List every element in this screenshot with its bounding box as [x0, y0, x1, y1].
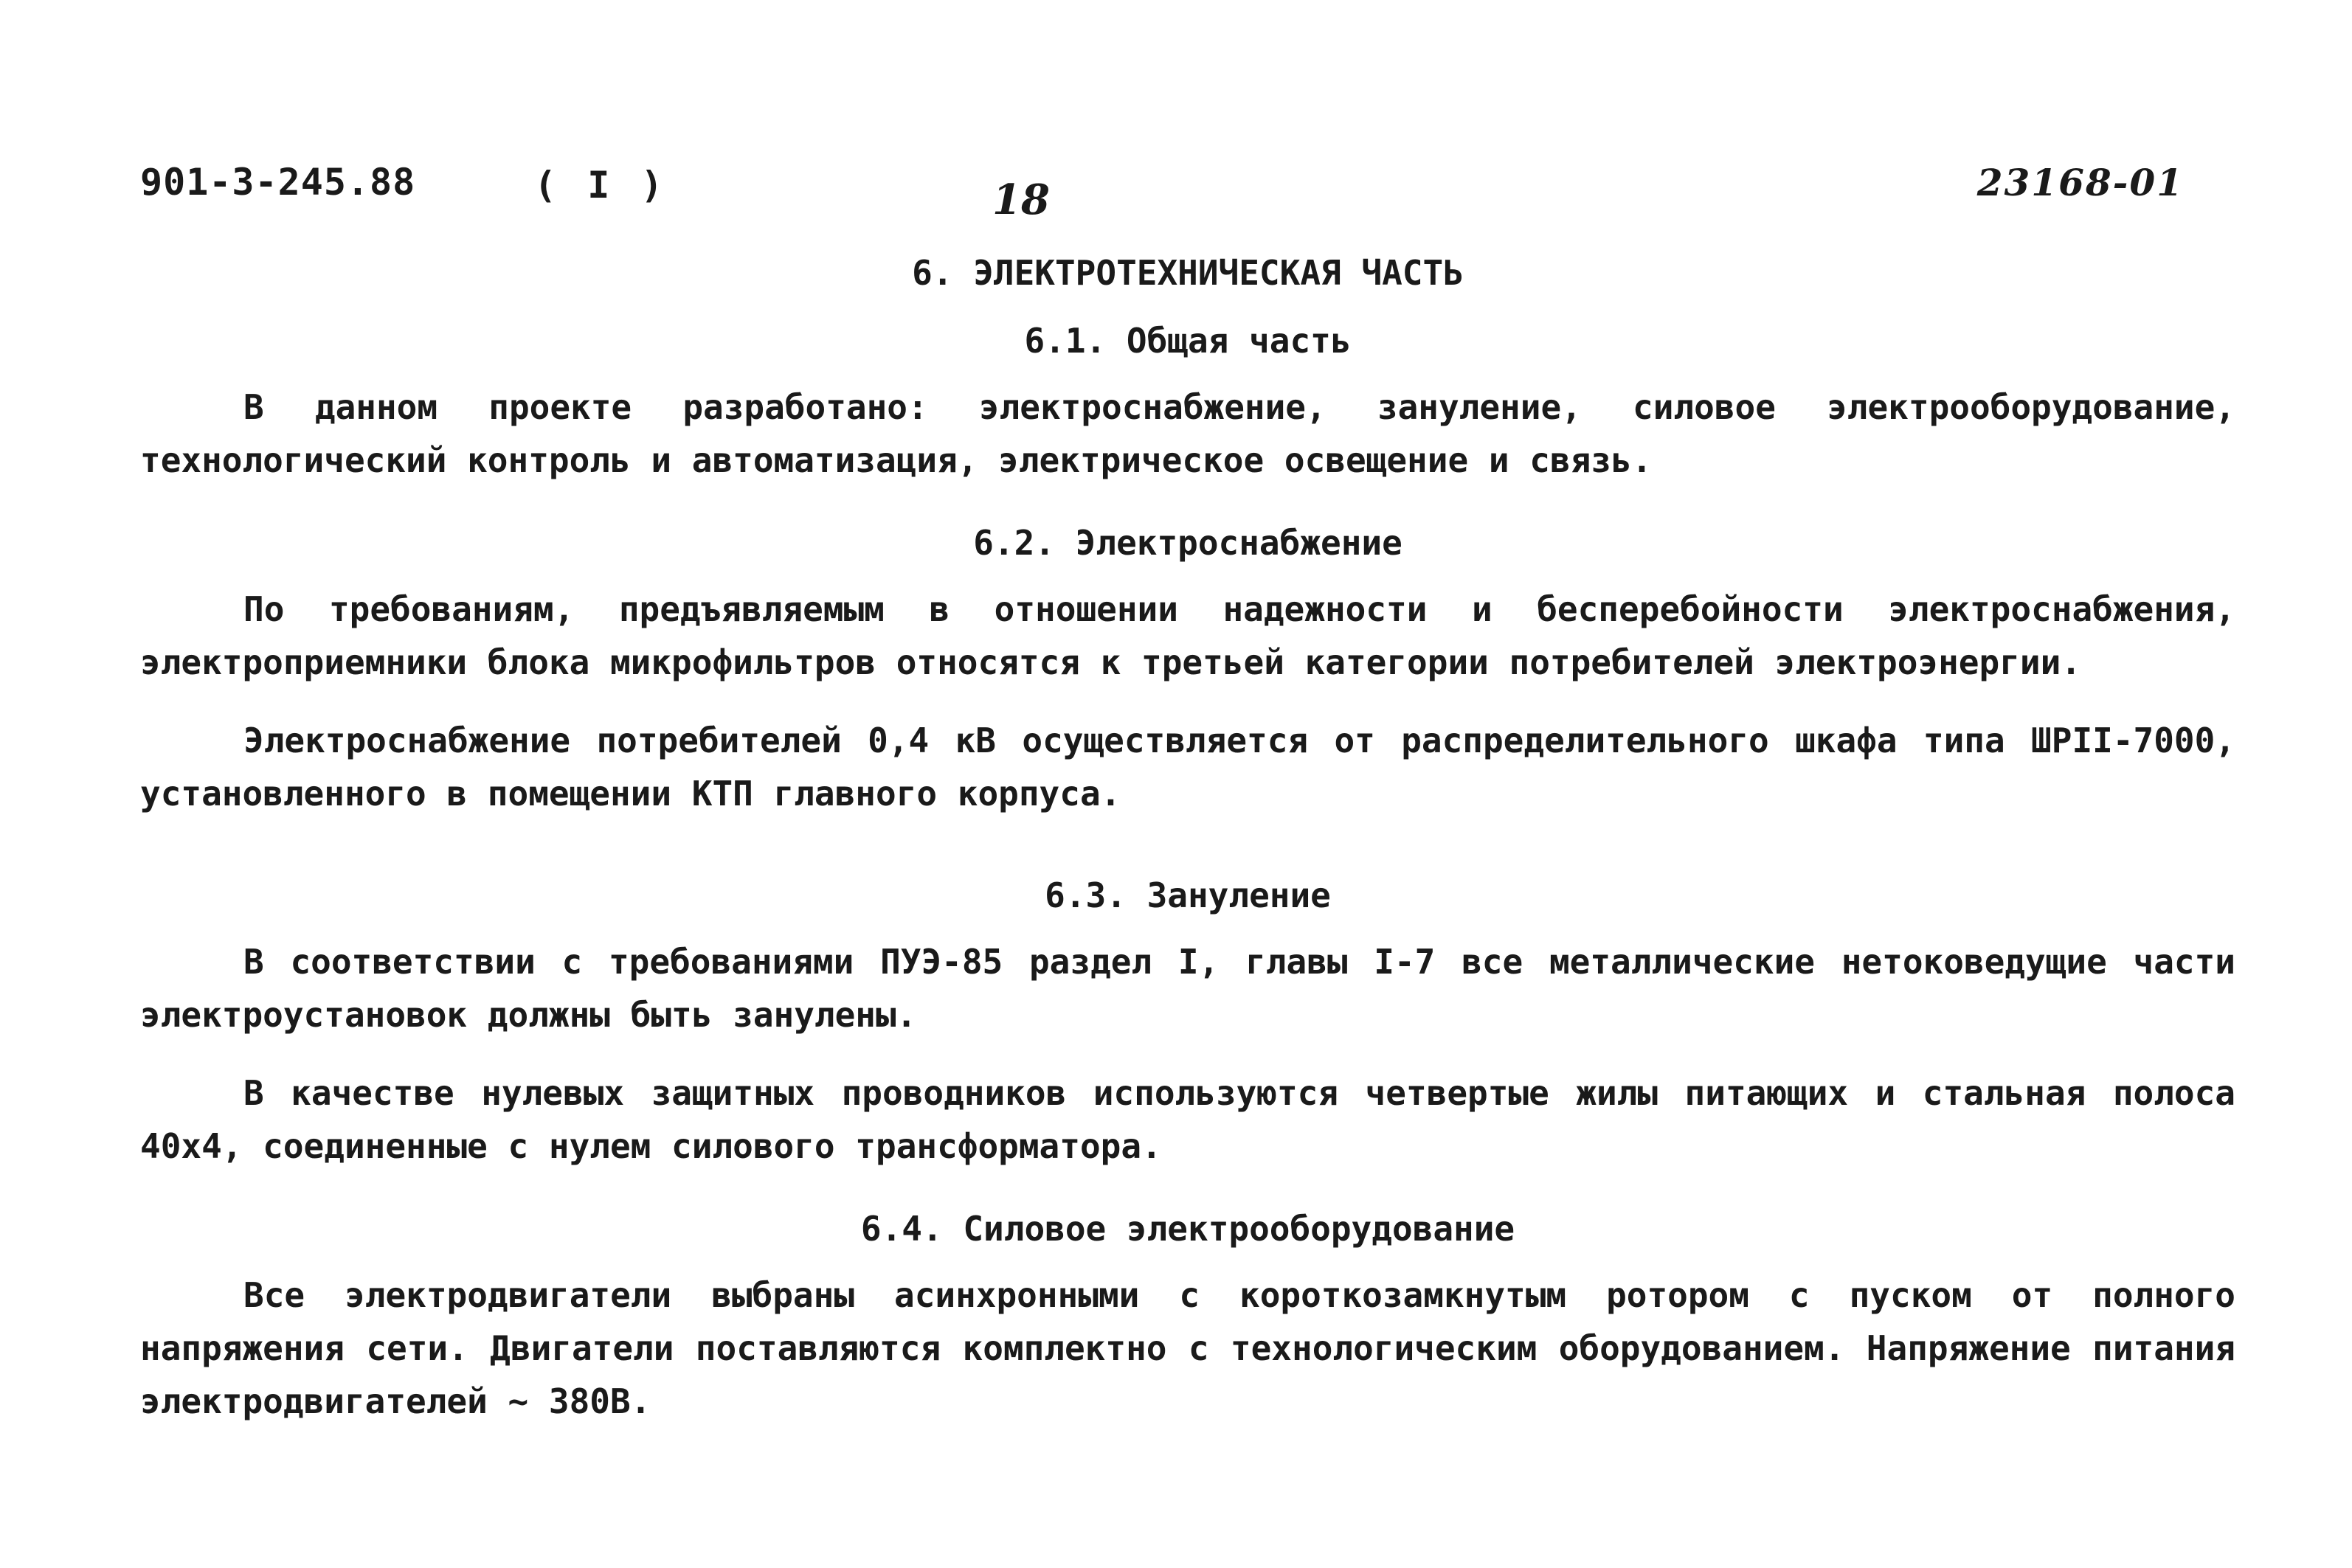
- document-body: [140, 251, 2235, 1428]
- paragraph: Электроснабжение потребителей 0,4 кВ осуществляется от распределительного шкафа типа ШРII-7000, установленного в помещении КТП главного корпуса.: [140, 721, 2235, 814]
- inventory-number: 23168-01: [1976, 161, 2184, 204]
- paragraph: В соответствии с требованиями ПУЭ-85 раздел I, главы I-7 все металлические нетоковедущие части электроустановок должны быть занулены.: [140, 942, 2235, 1035]
- subsection-title-6-2: 6.2. Электроснабжение: [973, 523, 1402, 563]
- subsection-title-6-3: 6.3. Зануление: [1045, 875, 1331, 915]
- page-number: 18: [992, 176, 1050, 224]
- document-code: 901-3-245.88: [140, 161, 416, 204]
- subsection-title-6-1: 6.1. Общая часть: [1024, 321, 1352, 361]
- volume-number: ( I ): [534, 164, 668, 207]
- paragraph: Все электродвигатели выбраны асинхронными с короткозамкнутым ротором с пуском от полного напряжения сети. Двигатели поставляются комплектно с технологическим оборудованием. Напряжение питания электродвигателей ~ 380В.: [140, 1275, 2235, 1421]
- section-title: 6. ЭЛЕКТРОТЕХНИЧЕСКАЯ ЧАСТЬ: [912, 253, 1464, 293]
- paragraph: По требованиям, предъявляемым в отношении надежности и бесперебойности электроснабжения, электроприемники блока микрофильтров относятся к третьей категории потребителей электроэнергии.: [140, 589, 2235, 682]
- paragraph: В данном проекте разработано: электроснабжение, зануление, силовое электрооборудование, технологический контроль и автоматизация, электрическое освещение и связь.: [140, 387, 2235, 480]
- subsection-title-6-4: 6.4. Силовое электрооборудование: [860, 1209, 1515, 1249]
- paragraph: В качестве нулевых защитных проводников используются четвертые жилы питающих и стальная полоса 40x4, соединенные с нулем силового трансформатора.: [140, 1073, 2235, 1166]
